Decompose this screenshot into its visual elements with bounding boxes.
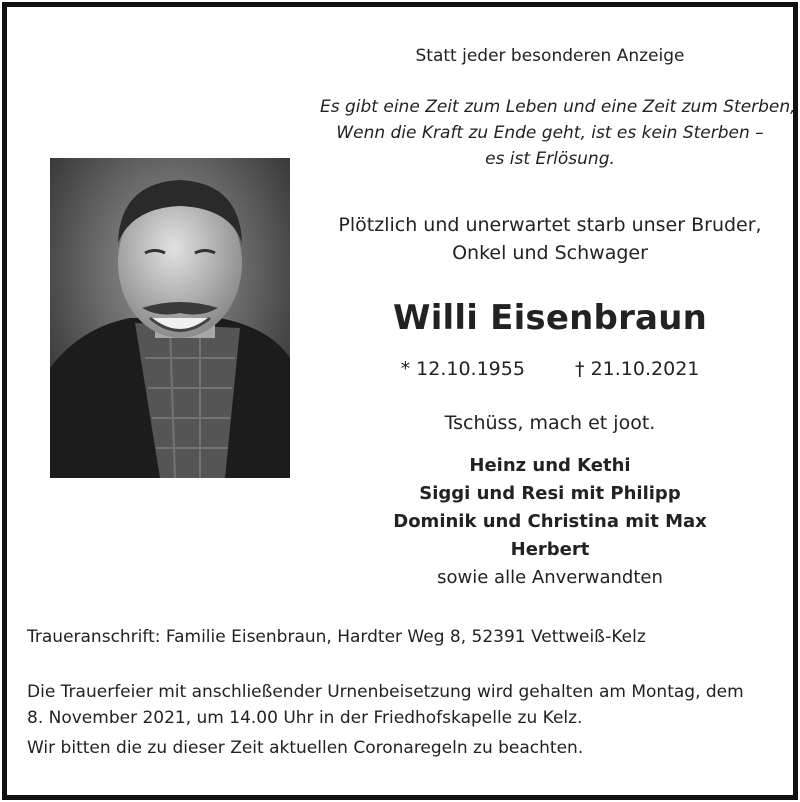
quote-line-2: Wenn die Kraft zu Ende geht, ist es kein Sterben – bbox=[336, 123, 764, 143]
farewell-text: Tschüss, mach et joot. bbox=[444, 412, 656, 434]
death-date: † 21.10.2021 bbox=[575, 358, 700, 380]
announcement-line-2: Onkel und Schwager bbox=[452, 242, 648, 264]
quote-line-3: es ist Erlösung. bbox=[485, 149, 615, 169]
mourner-line-3: Dominik und Christina mit Max bbox=[393, 511, 707, 532]
life-dates bbox=[320, 358, 780, 380]
corona-note: Wir bitten die zu dieser Zeit aktuellen Coronaregeln zu beachten. bbox=[27, 738, 584, 758]
notice-header: Statt jeder besonderen Anzeige bbox=[415, 46, 685, 66]
ceremony-line-2: 8. November 2021, um 14.00 Uhr in der Friedhofskapelle zu Kelz. bbox=[27, 708, 583, 728]
mourner-line-2: Siggi und Resi mit Philipp bbox=[419, 483, 681, 504]
quote-line-1: Es gibt eine Zeit zum Leben und eine Zeit zum Sterben, bbox=[320, 97, 796, 117]
birth-date: * 12.10.1955 bbox=[400, 358, 525, 380]
announcement-line-1: Plötzlich und unerwartet starb unser Bruder, bbox=[338, 214, 762, 236]
relatives-line: sowie alle Anverwandten bbox=[437, 567, 663, 588]
mourner-line-4: Herbert bbox=[510, 539, 590, 560]
ceremony-line-1: Die Trauerfeier mit anschließender Urnenbeisetzung wird gehalten am Montag, dem bbox=[27, 682, 744, 702]
mourner-line-1: Heinz und Kethi bbox=[469, 455, 631, 476]
mourning-address: Traueranschrift: Familie Eisenbraun, Hardter Weg 8, 52391 Vettweiß-Kelz bbox=[27, 627, 646, 647]
deceased-name: Willi Eisenbraun bbox=[393, 298, 707, 338]
portrait-photo bbox=[50, 158, 290, 478]
